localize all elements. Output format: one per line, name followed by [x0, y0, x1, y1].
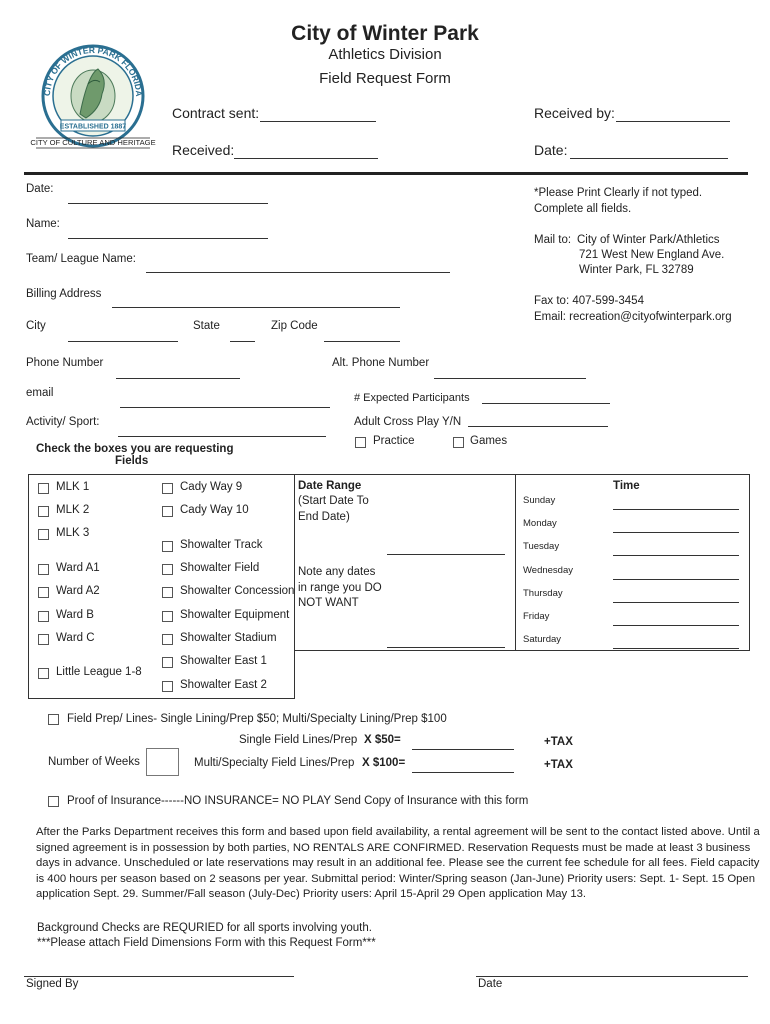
city-label: City: [26, 320, 46, 332]
signature-date-label: Date: [478, 978, 503, 990]
complete-note: Complete all fields.: [534, 203, 632, 215]
field-checkbox[interactable]: [162, 587, 173, 598]
day-time-field[interactable]: [613, 555, 739, 556]
time-title: Time: [613, 480, 640, 492]
day-time-field[interactable]: [613, 532, 739, 533]
exclude-dates-field[interactable]: [387, 647, 505, 648]
participants-field[interactable]: [482, 403, 610, 404]
day-label: Monday: [523, 518, 557, 529]
date-range-field[interactable]: [387, 554, 505, 555]
weeks-label: Number of Weeks: [48, 756, 140, 768]
header-date-label: Date:: [534, 142, 568, 158]
single-lines-price: X $50=: [364, 734, 401, 746]
date-range-sub-1: (Start Date To: [298, 495, 369, 507]
participants-label: # Expected Participants: [354, 392, 470, 404]
single-lines-tax: +TAX: [544, 736, 573, 748]
received-field[interactable]: [234, 158, 378, 159]
email-field[interactable]: [120, 407, 330, 408]
exclude-note-3: NOT WANT: [298, 597, 359, 609]
field-option-label: Ward C: [56, 632, 95, 644]
background-check-note: Background Checks are REQURIED for all sports involving youth.: [37, 922, 372, 934]
practice-label: Practice: [373, 435, 415, 447]
field-option-label: Showalter East 1: [180, 655, 267, 667]
field-option-label: Ward A2: [56, 585, 100, 597]
alt-phone-field[interactable]: [434, 378, 586, 379]
name-field[interactable]: [68, 238, 268, 239]
field-checkbox[interactable]: [38, 483, 49, 494]
day-time-field[interactable]: [613, 579, 739, 580]
terms-paragraph: After the Parks Department receives this form and based upon field availability, a rental agreement will be sent to the contact listed above. Until a signed agreement is in possession by both parties, NO RENTALS ARE CONFIRMED. Reservation Requests must be made at least 3 business days in advance. Unscheduled or late reservations may result in an additional fee. Please see the current fee schedule for all fees. Field capacity is 400 hours per season based on 2 seasons per year. Submittal period: Winter/Spring season (Jan-June) Priority users: Sept. 1- Sept. 15 Open application Sept. 29. Summer/Fall season (July-Dec) Priority users: April 15-April 29 Open application May 13.: [36, 826, 760, 900]
print-note: *Please Print Clearly if not typed.: [534, 187, 703, 199]
adult-cross-label: Adult Cross Play Y/N: [354, 416, 462, 428]
mail-label: Mail to:: [534, 234, 572, 246]
adult-cross-field[interactable]: [468, 426, 608, 427]
phone-field[interactable]: [116, 378, 240, 379]
practice-checkbox[interactable]: [355, 437, 366, 448]
field-option-label: Showalter Concession: [180, 585, 295, 597]
date-field[interactable]: [68, 203, 268, 204]
day-time-field[interactable]: [613, 648, 739, 649]
field-option-label: Showalter Stadium: [180, 632, 277, 644]
games-label: Games: [470, 435, 508, 447]
billing-label: Billing Address: [26, 288, 102, 300]
field-option-label: Ward A1: [56, 562, 100, 574]
field-prep-label: Field Prep/ Lines- Single Lining/Prep $50; Multi/Specialty Lining/Prep $100: [67, 713, 447, 725]
field-checkbox[interactable]: [162, 541, 173, 552]
mail-line-3: Winter Park, FL 32789: [579, 264, 694, 276]
fax-number: Fax to: 407-599-3454: [534, 295, 644, 307]
field-checkbox[interactable]: [162, 611, 173, 622]
date-range-title: Date Range: [298, 480, 362, 492]
field-option-label: Showalter Field: [180, 562, 260, 574]
state-field[interactable]: [230, 341, 255, 342]
day-label: Tuesday: [523, 541, 560, 552]
single-lines-label: Single Field Lines/Prep: [239, 734, 358, 746]
field-option-label: Cady Way 10: [180, 504, 249, 516]
field-option-label: Cady Way 9: [180, 481, 243, 493]
field-checkbox[interactable]: [38, 564, 49, 575]
contract-sent-field[interactable]: [260, 121, 376, 122]
received-label: Received:: [172, 142, 235, 158]
field-option-label: Ward B: [56, 609, 94, 621]
page-title: City of Winter Park: [291, 22, 479, 45]
name-label: Name:: [26, 218, 60, 230]
day-time-field[interactable]: [613, 509, 739, 510]
field-checkbox[interactable]: [38, 668, 49, 679]
field-checkbox[interactable]: [162, 564, 173, 575]
team-field[interactable]: [146, 272, 450, 273]
received-by-field[interactable]: [616, 121, 730, 122]
field-prep-checkbox[interactable]: [48, 714, 59, 725]
field-option-label: Showalter Track: [180, 539, 263, 551]
day-label: Saturday: [523, 634, 562, 645]
zip-label: Zip Code: [271, 320, 318, 332]
field-checkbox[interactable]: [38, 529, 49, 540]
signed-by-label: Signed By: [26, 978, 79, 990]
day-label: Friday: [523, 611, 550, 622]
field-checkbox[interactable]: [162, 657, 173, 668]
games-checkbox[interactable]: [453, 437, 464, 448]
field-checkbox[interactable]: [162, 506, 173, 517]
multi-lines-tax: +TAX: [544, 759, 573, 771]
multi-lines-label: Multi/Specialty Field Lines/Prep: [194, 757, 355, 769]
email-label: email: [26, 387, 54, 399]
day-time-field[interactable]: [613, 625, 739, 626]
phone-label: Phone Number: [26, 357, 104, 369]
zip-field[interactable]: [324, 341, 400, 342]
day-time-field[interactable]: [613, 602, 739, 603]
insurance-checkbox[interactable]: [48, 796, 59, 807]
date-range-sub-2: End Date): [298, 511, 350, 523]
contract-sent-label: Contract sent:: [172, 105, 260, 121]
field-checkbox[interactable]: [38, 611, 49, 622]
division-title: Athletics Division: [328, 46, 442, 63]
fields-heading-sub: Fields: [115, 455, 149, 467]
weeks-input[interactable]: [146, 748, 179, 776]
svg-text:CITY OF CULTURE AND HERITAGE: CITY OF CULTURE AND HERITAGE: [30, 138, 156, 147]
multi-lines-total[interactable]: [412, 772, 514, 773]
field-checkbox[interactable]: [162, 483, 173, 494]
mail-line-1: City of Winter Park/Athletics: [577, 234, 720, 246]
activity-label: Activity/ Sport:: [26, 416, 100, 428]
exclude-note-1: Note any dates: [298, 566, 376, 578]
field-checkbox[interactable]: [162, 681, 173, 692]
signature-line[interactable]: [24, 976, 294, 977]
mail-line-2: 721 West New England Ave.: [579, 249, 725, 261]
field-option-label: MLK 3: [56, 527, 90, 539]
team-label: Team/ League Name:: [26, 253, 136, 265]
insurance-label: Proof of Insurance------NO INSURANCE= NO PLAY Send Copy of Insurance with this form: [67, 795, 529, 807]
multi-lines-price: X $100=: [362, 757, 406, 769]
svg-text:CITY OF WINTER PARK FLORIDA: CITY OF WINTER PARK FLORIDA: [41, 44, 145, 97]
exclude-note-2: in range you DO: [298, 582, 382, 594]
day-label: Thursday: [523, 588, 563, 599]
date-label: Date:: [26, 183, 54, 195]
field-option-label: MLK 1: [56, 481, 90, 493]
state-label: State: [193, 320, 220, 332]
field-checkbox[interactable]: [38, 506, 49, 517]
billing-field[interactable]: [112, 307, 400, 308]
signature-date-line[interactable]: [476, 976, 748, 977]
field-option-label: MLK 2: [56, 504, 90, 516]
field-option-label: Showalter East 2: [180, 679, 267, 691]
attach-form-note: ***Please attach Field Dimensions Form with this Request Form***: [37, 937, 376, 949]
field-checkbox[interactable]: [38, 634, 49, 645]
activity-field[interactable]: [118, 436, 326, 437]
header-divider: [24, 172, 748, 175]
field-option-label: Showalter Equipment: [180, 609, 290, 621]
day-label: Wednesday: [523, 565, 573, 576]
contact-email: Email: recreation@cityofwinterpark.org: [534, 311, 732, 323]
header-date-field[interactable]: [570, 158, 728, 159]
single-lines-total[interactable]: [412, 749, 514, 750]
field-option-label: Little League 1-8: [56, 666, 142, 678]
alt-phone-label: Alt. Phone Number: [332, 357, 430, 369]
field-checkbox[interactable]: [162, 634, 173, 645]
fields-heading: Check the boxes you are requesting: [36, 443, 234, 455]
field-checkbox[interactable]: [38, 587, 49, 598]
city-field[interactable]: [68, 341, 178, 342]
received-by-label: Received by:: [534, 105, 615, 121]
svg-text:ESTABLISHED 1887: ESTABLISHED 1887: [59, 123, 127, 131]
form-title: Field Request Form: [319, 70, 451, 87]
day-label: Sunday: [523, 495, 556, 506]
